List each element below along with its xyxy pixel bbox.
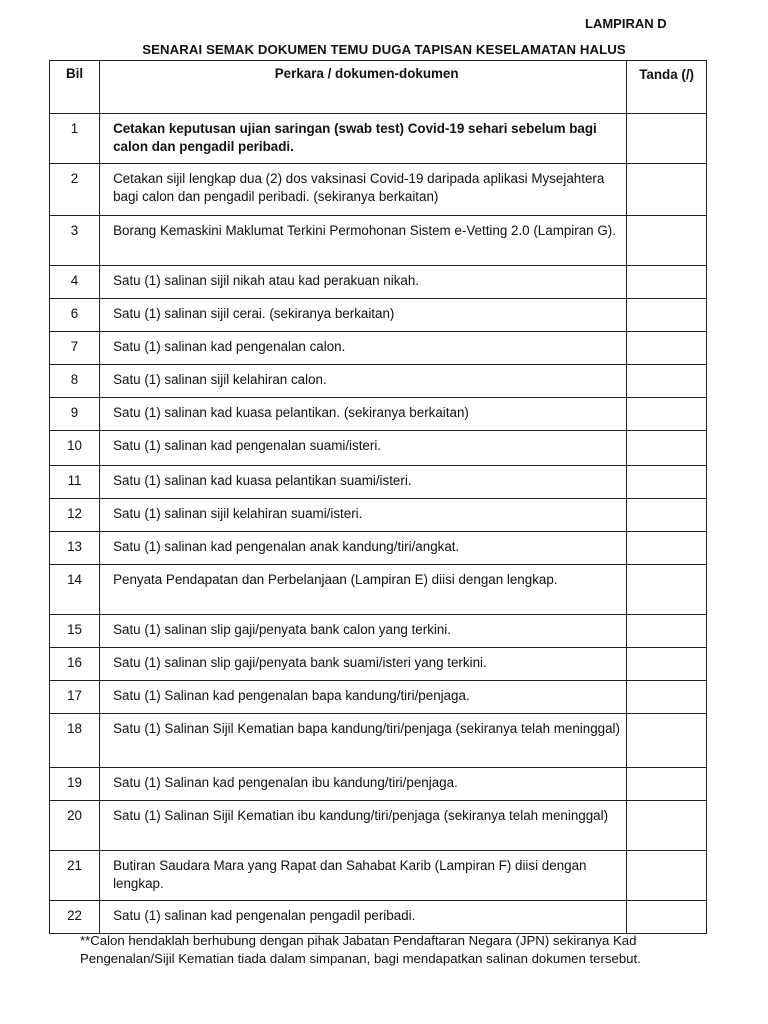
row-number: 13 [50, 532, 100, 565]
row-number: 18 [50, 714, 100, 768]
table-row [50, 164, 707, 216]
table-row [50, 851, 707, 901]
table-row [50, 466, 707, 499]
table-row [50, 266, 707, 299]
row-number: 4 [50, 266, 100, 299]
row-number: 14 [50, 565, 100, 615]
row-number: 9 [50, 398, 100, 431]
column-header-bil: Bil [50, 61, 100, 114]
row-number: 15 [50, 615, 100, 648]
row-item-text: Satu (1) salinan kad kuasa pelantikan suami/isteri. [100, 466, 627, 499]
table-row [50, 365, 707, 398]
column-header-tanda: Tanda (/) [627, 61, 707, 114]
row-check-cell[interactable] [627, 499, 707, 532]
table-row [50, 216, 707, 266]
row-check-cell[interactable] [627, 332, 707, 365]
table-row [50, 768, 707, 801]
row-number: 22 [50, 901, 100, 934]
table-row [50, 431, 707, 466]
table-row [50, 681, 707, 714]
row-number: 2 [50, 164, 100, 216]
row-item-text: Cetakan keputusan ujian saringan (swab test) Covid-19 sehari sebelum bagi calon dan pengadil peribadi. [100, 114, 627, 164]
row-item-text: Satu (1) salinan slip gaji/penyata bank calon yang terkini. [100, 615, 627, 648]
table-row [50, 499, 707, 532]
row-number: 11 [50, 466, 100, 499]
row-number: 20 [50, 801, 100, 851]
row-number: 7 [50, 332, 100, 365]
table-row [50, 565, 707, 615]
column-header-perkara: Perkara / dokumen-dokumen [100, 61, 627, 114]
row-check-cell[interactable] [627, 714, 707, 768]
row-number: 6 [50, 299, 100, 332]
row-item-text: Satu (1) salinan kad pengenalan calon. [100, 332, 627, 365]
row-check-cell[interactable] [627, 801, 707, 851]
table-row [50, 615, 707, 648]
table-header-row [50, 61, 707, 114]
row-check-cell[interactable] [627, 431, 707, 466]
row-check-cell[interactable] [627, 615, 707, 648]
row-check-cell[interactable] [627, 164, 707, 216]
row-check-cell[interactable] [627, 299, 707, 332]
table-row [50, 299, 707, 332]
row-item-text: Satu (1) salinan kad pengenalan suami/isteri. [100, 431, 627, 466]
row-item-text: Satu (1) salinan sijil kelahiran suami/isteri. [100, 499, 627, 532]
table-row [50, 114, 707, 164]
row-check-cell[interactable] [627, 648, 707, 681]
footnote: **Calon hendaklah berhubung dengan pihak Jabatan Pendaftaran Negara (JPN) sekiranya Kad Pengenalan/Sijil Kematian tiada dalam simpanan, bagi mendapatkan salinan dokumen tersebut. [80, 933, 641, 966]
row-item-text: Satu (1) Salinan Sijil Kematian ibu kandung/tiri/penjaga (sekiranya telah meninggal) [100, 801, 627, 851]
table-row [50, 901, 707, 934]
row-item-text: Satu (1) salinan kad kuasa pelantikan. (sekiranya berkaitan) [100, 398, 627, 431]
row-item-text: Satu (1) salinan sijil cerai. (sekiranya berkaitan) [100, 299, 627, 332]
row-number: 21 [50, 851, 100, 901]
appendix-label: LAMPIRAN D [585, 16, 667, 31]
row-item-text: Cetakan sijil lengkap dua (2) dos vaksinasi Covid-19 daripada aplikasi Mysejahtera bagi calon dan pengadil peribadi. (sekiranya berkaitan) [100, 164, 627, 216]
row-item-text: Satu (1) Salinan kad pengenalan bapa kandung/tiri/penjaga. [100, 681, 627, 714]
row-check-cell[interactable] [627, 266, 707, 299]
row-number: 1 [50, 114, 100, 164]
row-item-text: Borang Kemaskini Maklumat Terkini Permohonan Sistem e-Vetting 2.0 (Lampiran G). [100, 216, 627, 266]
row-number: 3 [50, 216, 100, 266]
table-row [50, 801, 707, 851]
row-item-text: Satu (1) salinan sijil nikah atau kad perakuan nikah. [100, 266, 627, 299]
row-check-cell[interactable] [627, 901, 707, 934]
table-row [50, 648, 707, 681]
row-check-cell[interactable] [627, 565, 707, 615]
row-check-cell[interactable] [627, 532, 707, 565]
row-item-text: Penyata Pendapatan dan Perbelanjaan (Lampiran E) diisi dengan lengkap. [100, 565, 627, 615]
table-row [50, 332, 707, 365]
row-number: 8 [50, 365, 100, 398]
row-item-text: Satu (1) Salinan kad pengenalan ibu kandung/tiri/penjaga. [100, 768, 627, 801]
row-number: 16 [50, 648, 100, 681]
row-check-cell[interactable] [627, 851, 707, 901]
table-row [50, 532, 707, 565]
row-check-cell[interactable] [627, 114, 707, 164]
row-number: 12 [50, 499, 100, 532]
row-check-cell[interactable] [627, 681, 707, 714]
table-row [50, 714, 707, 768]
row-check-cell[interactable] [627, 365, 707, 398]
document-title: SENARAI SEMAK DOKUMEN TEMU DUGA TAPISAN KESELAMATAN HALUS [142, 42, 626, 57]
table-row [50, 398, 707, 431]
row-item-text: Satu (1) salinan kad pengenalan pengadil peribadi. [100, 901, 627, 934]
row-item-text: Satu (1) salinan sijil kelahiran calon. [100, 365, 627, 398]
row-check-cell[interactable] [627, 768, 707, 801]
row-number: 17 [50, 681, 100, 714]
checklist-table [49, 60, 707, 934]
row-item-text: Satu (1) salinan slip gaji/penyata bank suami/isteri yang terkini. [100, 648, 627, 681]
row-number: 19 [50, 768, 100, 801]
row-item-text: Butiran Saudara Mara yang Rapat dan Sahabat Karib (Lampiran F) diisi dengan lengkap. [100, 851, 627, 901]
row-check-cell[interactable] [627, 216, 707, 266]
row-check-cell[interactable] [627, 466, 707, 499]
row-item-text: Satu (1) Salinan Sijil Kematian bapa kandung/tiri/penjaga (sekiranya telah meninggal) [100, 714, 627, 768]
row-item-text: Satu (1) salinan kad pengenalan anak kandung/tiri/angkat. [100, 532, 627, 565]
row-check-cell[interactable] [627, 398, 707, 431]
row-number: 10 [50, 431, 100, 466]
